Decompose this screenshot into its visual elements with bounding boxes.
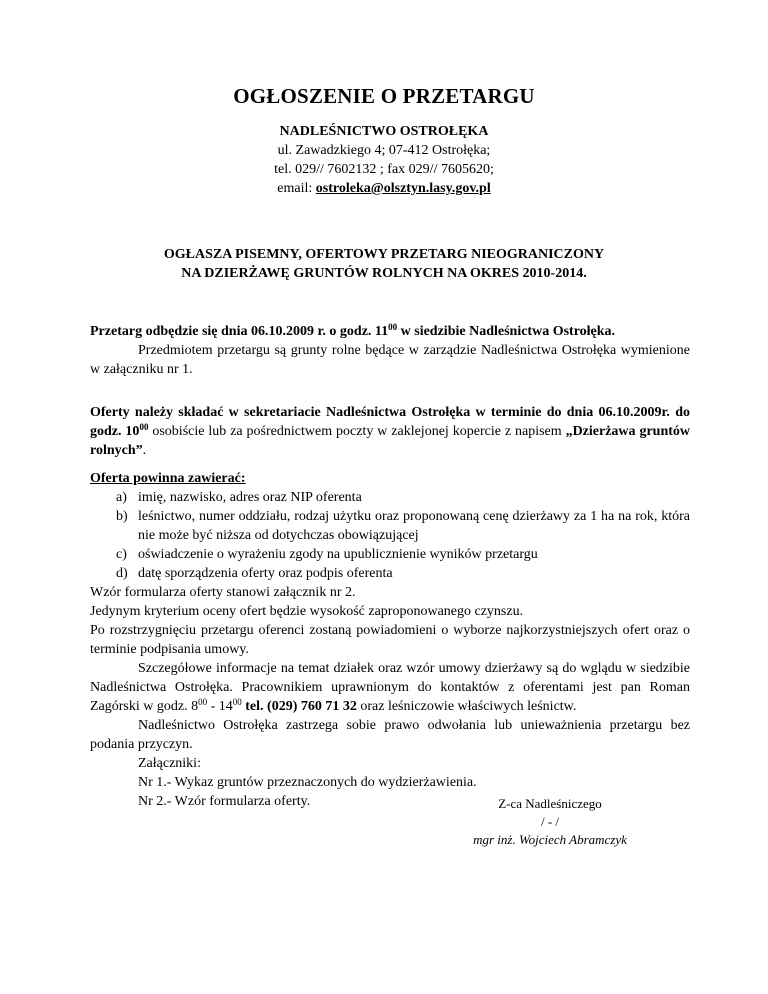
offers-time-sup: 00 bbox=[139, 422, 149, 432]
offers-paragraph bbox=[90, 403, 690, 460]
hours-start-sup: 00 bbox=[198, 697, 208, 707]
notification-paragraph: Po rozstrzygnięciu przetargu oferenci zostaną powiadomieni o wyborze najkorzystniejszych ofert oraz o terminie podpisania umowy. bbox=[90, 623, 690, 657]
reservation-paragraph: Nadleśnictwo Ostrołęka zastrzega sobie prawo odwołania lub unieważnienia przetargu bez podania przyczyn. bbox=[90, 718, 690, 752]
list-item-marker: c) bbox=[116, 547, 127, 562]
hours-separator: - 14 bbox=[207, 699, 233, 714]
list-item-marker: a) bbox=[116, 490, 127, 505]
announcement-line-1: OGŁASZA PISEMNY, OFERTOWY PRZETARG NIEOGRANICZONY bbox=[163, 247, 605, 262]
offer-requirements-list bbox=[90, 488, 690, 583]
evaluation-criterion: Jedynym kryterium oceny ofert będzie wysokość zaproponowanego czynszu. bbox=[90, 604, 524, 619]
page-title: OGŁOSZENIE O PRZETARGU bbox=[233, 84, 535, 108]
org-email-line bbox=[0, 179, 768, 198]
signature-mark: / - / bbox=[540, 814, 560, 829]
offers-deadline-text: Oferty należy składać w sekretariacie Nadleśnictwa Ostrołęka w terminie do dnia 06.10.2009r. do godz. 10 bbox=[90, 405, 690, 439]
announcement-line-2: NA DZIERŻAWĘ GRUNTÓW ROLNYCH NA OKRES 2010-2014. bbox=[181, 266, 587, 281]
contact-phone: tel. (029) 760 71 32 bbox=[245, 699, 357, 714]
signature-role: Z-ca Nadleśniczego bbox=[498, 796, 602, 811]
list-item-marker: d) bbox=[116, 566, 128, 581]
attachment-item: Nr 2.- Wzór formularza oferty. bbox=[138, 794, 311, 809]
envelope-label-text: „Dzierżawa gruntów rolnych” bbox=[90, 424, 691, 458]
offer-requirements bbox=[90, 469, 690, 811]
org-name-text: NADLEŚNICTWO OSTROŁĘKA bbox=[279, 124, 489, 139]
tender-place-text: w siedzibie Nadleśnictwa Ostrołęka. bbox=[397, 324, 616, 339]
org-name bbox=[0, 122, 768, 141]
tender-info bbox=[90, 322, 690, 379]
list-item-marker: b) bbox=[116, 509, 128, 524]
offers-end-dot: . bbox=[142, 443, 147, 458]
org-phone: tel. 029// 7602132 ; fax 029// 7605620; bbox=[274, 162, 494, 177]
signature-block bbox=[430, 795, 670, 849]
tender-time-sup: 00 bbox=[388, 322, 398, 332]
list-item-text: oświadczenie o wyrażeniu zgody na upublicznienie wyników przetargu bbox=[138, 547, 538, 562]
details-paragraph bbox=[90, 659, 690, 716]
list-item-text: imię, nazwisko, adres oraz NIP oferenta bbox=[138, 490, 362, 505]
org-address: ul. Zawadzkiego 4; 07-412 Ostrołęka; bbox=[277, 143, 491, 158]
list-item-text: leśnictwo, numer oddziału, rodzaj użytku oraz proponowaną cenę dzierżawy za 1 ha na rok, która nie może być niższa od dotychczas obowiązującej bbox=[138, 509, 690, 543]
list-item-text: datę sporządzenia oferty oraz podpis oferenta bbox=[138, 566, 393, 581]
list-item bbox=[90, 488, 690, 507]
tender-date-paragraph bbox=[90, 322, 690, 341]
form-template-note: Wzór formularza oferty stanowi załącznik nr 2. bbox=[90, 585, 356, 600]
email-label: email: bbox=[277, 181, 313, 196]
offers-method-text: osobiście lub za pośrednictwem poczty w zaklejonej kopercie z napisem bbox=[148, 424, 566, 439]
tender-date-text: Przetarg odbędzie się dnia 06.10.2009 r. o godz. 11 bbox=[90, 324, 389, 339]
details-end-text: oraz leśniczowie właściwych leśnictw. bbox=[356, 699, 577, 714]
list-item bbox=[90, 545, 690, 564]
attachments-label: Załączniki: bbox=[138, 756, 201, 771]
subject-paragraph: Przedmiotem przetargu są grunty rolne będące w zarządzie Nadleśnictwa Ostrołęka wymienione w załączniku nr 1. bbox=[90, 343, 690, 377]
email-link[interactable]: ostroleka@olsztyn.lasy.gov.pl bbox=[315, 181, 491, 196]
details-text: Szczegółowe informacje na temat działek oraz wzór umowy dzierżawy są do wglądu w siedzibie Nadleśnictwa Ostrołęka. Pracownikiem uprawnionym do kontaktów z oferentami jest pan Roman Zagórski w godz. 8 bbox=[90, 661, 690, 714]
list-item bbox=[90, 507, 690, 545]
attachment-item: Nr 1.- Wykaz gruntów przeznaczonych do wydzierżawienia. bbox=[138, 775, 477, 790]
announcement-heading bbox=[0, 245, 768, 283]
list-item bbox=[90, 564, 690, 583]
hours-end-sup: 00 bbox=[232, 697, 242, 707]
signature-name: mgr inż. Wojciech Abramczyk bbox=[473, 832, 627, 847]
offer-requirements-title: Oferta powinna zawierać: bbox=[90, 471, 246, 486]
